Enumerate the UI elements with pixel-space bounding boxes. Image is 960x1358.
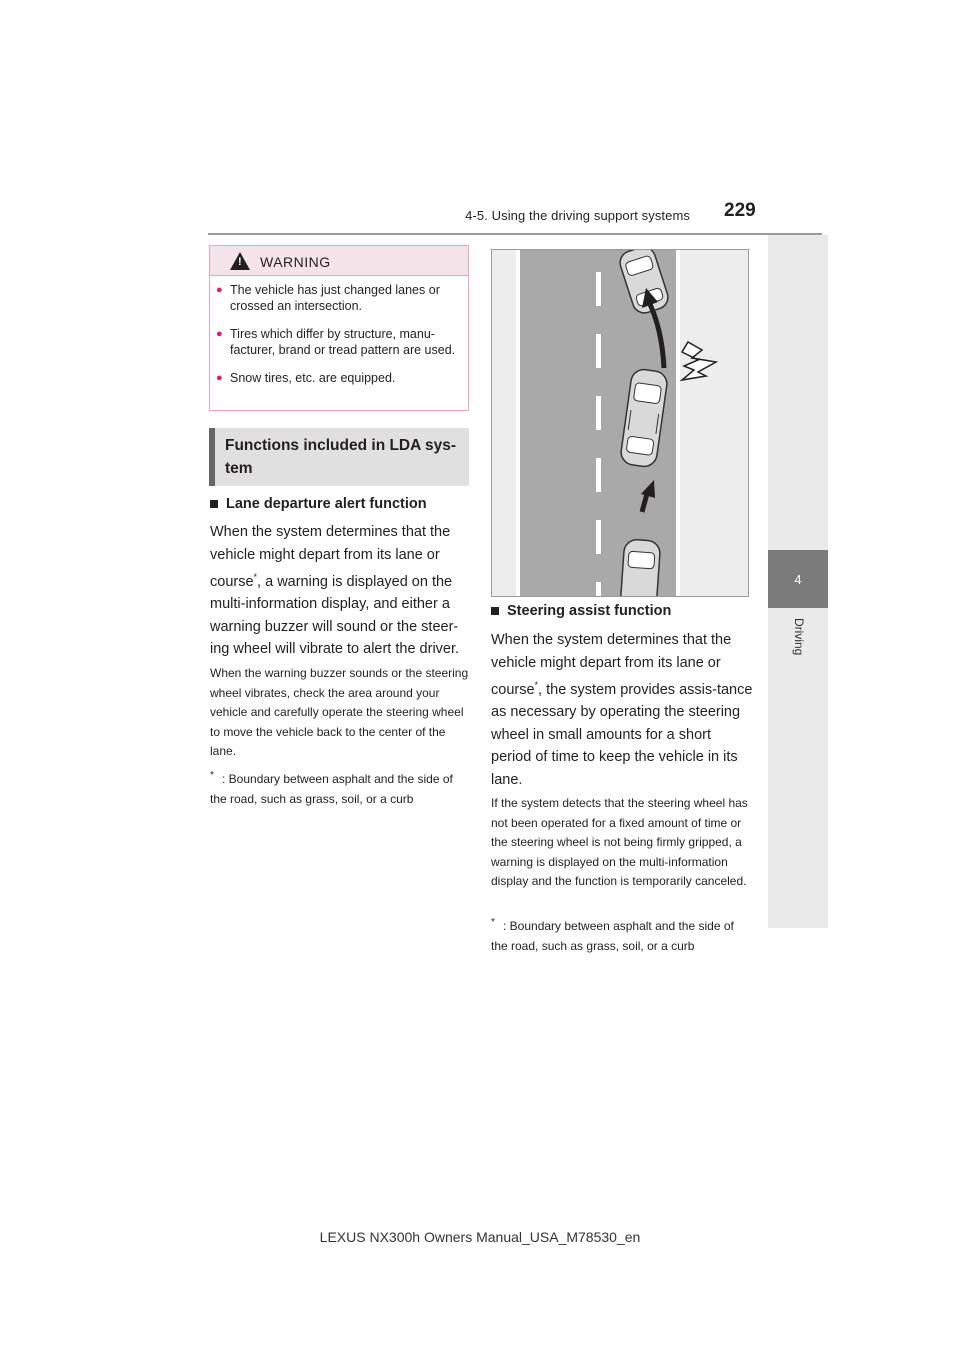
lane-departure-note: When the warning buzzer sounds or the steering wheel vibrates, check the area around your vehicle and carefully operate the steering wheel to move the vehicle back to the center of the lane.: [210, 666, 469, 758]
steering-assist-heading: Steering assist function: [491, 603, 671, 619]
warning-triangle-icon: [230, 252, 250, 270]
chapter-tab: 4: [768, 550, 828, 608]
header-section-title: 4-5. Using the driving support systems: [465, 208, 690, 223]
lane-diagram-svg: [492, 250, 749, 597]
warning-item: ● Snow tires, etc. are equipped.: [218, 370, 458, 386]
warning-item: ● The vehicle has just changed lanes or crossed an intersection.: [218, 282, 458, 314]
page-number: 229: [724, 200, 756, 221]
warning-title: WARNING: [260, 254, 331, 270]
lane-departure-heading: Lane departure alert function: [210, 496, 427, 512]
side-strip-bottom: [768, 608, 828, 928]
steering-assist-note: If the system detects that the steering wheel has not been operated for a fixed amount of time or the steering wheel is not being firmly gripped, a warning is displayed on the multi-information display and the function is temporarily canceled.: [491, 796, 748, 888]
lane-diagram: [491, 249, 749, 597]
page-footer: LEXUS NX300h Owners Manual_USA_M78530_en: [319, 1229, 641, 1245]
chapter-label: Driving: [792, 618, 806, 656]
square-bullet-icon: [491, 607, 499, 615]
warning-header: [210, 246, 468, 276]
warning-list: [210, 276, 468, 386]
steering-assist-body: When the system determines that the vehicle might depart from its lane or course*, the system provides assis-tance as necessary by operating the steering wheel in small amounts for a short period of time to keep the vehicle in its lane.: [491, 632, 753, 788]
section-heading: Functions included in LDA sys-tem: [209, 428, 469, 486]
warning-box: [209, 245, 469, 411]
warning-item: ● Tires which differ by structure, manu-facturer, brand or tread pattern are used.: [218, 326, 458, 358]
lane-departure-footnote: * : Boundary between asphalt and the side of the road, such as grass, soil, or a curb: [210, 770, 453, 806]
header-rule: [208, 233, 822, 235]
car-bottom-icon: [619, 539, 660, 597]
steering-assist-footnote: * : Boundary between asphalt and the side of the road, such as grass, soil, or a curb: [491, 917, 734, 953]
side-strip-top: [768, 235, 828, 551]
square-bullet-icon: [210, 500, 218, 508]
lane-departure-body: When the system determines that the vehicle might depart from its lane or course*, a warning is displayed on the multi-information display, and either a warning buzzer will sound or the steer-ing wheel will vibrate to alert the driver.: [210, 524, 460, 658]
